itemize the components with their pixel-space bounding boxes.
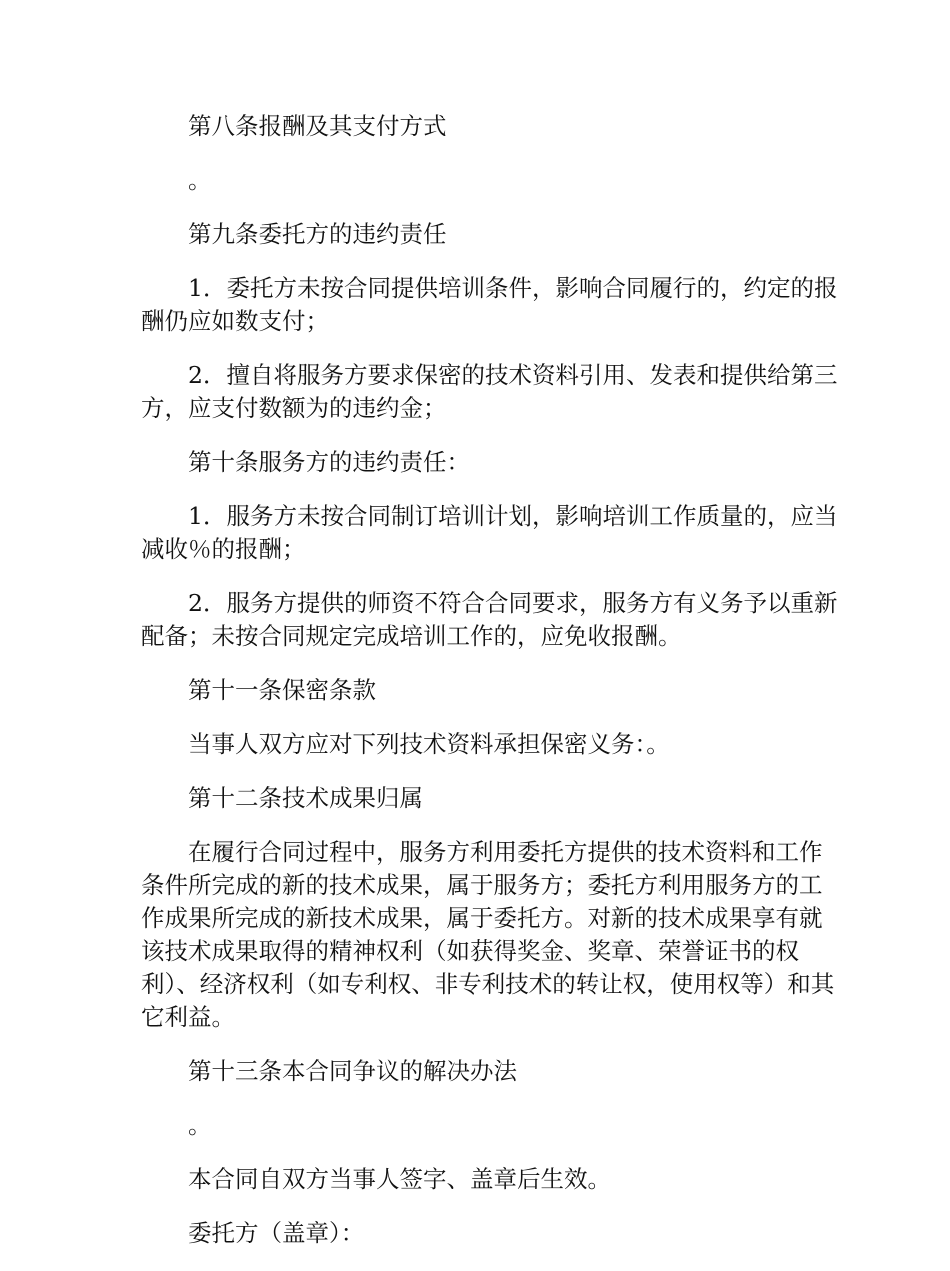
clause-12-body: 在履行合同过程中，服务方利用委托方提供的技术资料和工作条件所完成的新的技术成果，属于服务方；委托方利用服务方的工作成果所完成的新技术成果，属于委托方。对新的技术成果享有就该技术成果取得的精神权利（如获得奖金、奖章、荣誉证书的权利）、经济权利（如专利权、非专利技术的转让权，使用权等）和其它利益。	[141, 838, 835, 1031]
clause-11-body: 当事人双方应对下列技术资料承担保密义务：。	[188, 730, 670, 758]
clause-10-heading: 第十条服务方的违约责任：	[188, 448, 470, 476]
effective-clause: 本合同自双方当事人签字、盖章后生效。	[188, 1165, 611, 1193]
clause-12-heading: 第十二条技术成果归属	[188, 784, 423, 812]
clause-13-heading: 第十三条本合同争议的解决办法	[188, 1057, 517, 1085]
document-body	[141, 110, 841, 1271]
clause-10-item-2: 2．服务方提供的师资不符合合同要求，服务方有义务予以重新配备；未按合同规定完成培训工作的，应免收报酬。	[141, 589, 838, 650]
clause-10-item-1: 1．服务方未按合同制订培训计划，影响培训工作质量的，应当减收％的报酬；	[141, 502, 838, 563]
client-signature-line: 委托方（盖章）：	[188, 1219, 365, 1247]
clause-8-heading: 第八条报酬及其支付方式	[188, 112, 447, 140]
clause-9-item-2: 2．擅自将服务方要求保密的技术资料引用、发表和提供给第三方，应支付数额为的违约金；	[141, 361, 838, 422]
clause-9-item-1: 1．委托方未按合同提供培训条件，影响合同履行的，约定的报酬仍应如数支付；	[141, 274, 838, 335]
clause-9-heading: 第九条委托方的违约责任	[188, 220, 447, 248]
clause-13-body: 。	[188, 1111, 212, 1139]
clause-8-body: 。	[188, 166, 212, 194]
clause-11-heading: 第十一条保密条款	[188, 676, 376, 704]
